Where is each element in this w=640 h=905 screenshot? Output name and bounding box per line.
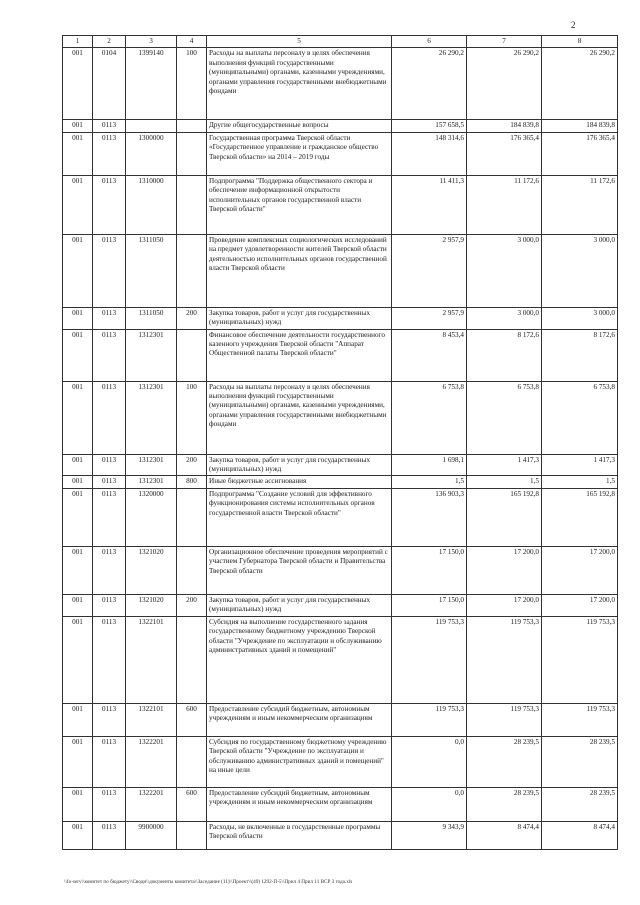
- table-cell: [177, 175, 207, 234]
- table-cell: 001: [63, 488, 93, 546]
- header-cell: 6: [392, 36, 467, 48]
- table-cell: 001: [63, 120, 93, 132]
- table-cell: 0,0: [392, 787, 467, 821]
- table-cell: 119 753,3: [392, 616, 467, 703]
- table-cell: 2 957,9: [392, 234, 467, 307]
- table-cell: 3 000,0: [467, 234, 542, 307]
- header-cell: 3: [126, 36, 177, 48]
- table-cell: 1300000: [126, 132, 177, 175]
- table-cell: 1312301: [126, 329, 177, 381]
- table-cell: 1 417,3: [467, 454, 542, 476]
- table-row: [63, 546, 618, 594]
- table-cell: 119 753,3: [392, 703, 467, 736]
- table-cell: 001: [63, 616, 93, 703]
- table-cell: 17 200,0: [542, 546, 618, 594]
- table-cell: 0113: [93, 307, 126, 329]
- table-cell: 0113: [93, 329, 126, 381]
- table-cell: 200: [177, 307, 207, 329]
- table-cell: 17 150,0: [392, 546, 467, 594]
- table-cell: [177, 120, 207, 132]
- table-cell: 600: [177, 703, 207, 736]
- table-cell: 8 172,6: [542, 329, 618, 381]
- table-cell: 0113: [93, 476, 126, 488]
- table-cell: Субсидия на выполнение государственного задания государственному бюджетному учреждению Тверской области "Учреждение по эксплуатации и обслуживанию административных зданий и помещений": [207, 616, 392, 703]
- table-cell: 001: [63, 307, 93, 329]
- table-cell: 148 314,6: [392, 132, 467, 175]
- table-row: [63, 454, 618, 476]
- table-cell: 001: [63, 736, 93, 787]
- table-cell: Предоставление субсидий бюджетным, автономным учреждениям и иным некоммерческим организациям: [207, 787, 392, 821]
- table-cell: 3 000,0: [467, 307, 542, 329]
- table-row: [63, 132, 618, 175]
- table-cell: 001: [63, 48, 93, 120]
- table-cell: 1322101: [126, 616, 177, 703]
- table-cell: [177, 736, 207, 787]
- table-cell: 0113: [93, 821, 126, 849]
- table-cell: 200: [177, 594, 207, 616]
- table-cell: 100: [177, 381, 207, 454]
- table-cell: 200: [177, 454, 207, 476]
- table-row: [63, 594, 618, 616]
- table-cell: 1322101: [126, 703, 177, 736]
- table-cell: 0,0: [392, 736, 467, 787]
- header-cell: 5: [207, 36, 392, 48]
- table-cell: 0113: [93, 736, 126, 787]
- table-cell: 1399140: [126, 48, 177, 120]
- header-cell: 2: [93, 36, 126, 48]
- table-cell: 119 753,3: [467, 703, 542, 736]
- table-cell: 3 000,0: [542, 307, 618, 329]
- table-cell: 0104: [93, 48, 126, 120]
- table-cell: 9900000: [126, 821, 177, 849]
- table-cell: 8 453,4: [392, 329, 467, 381]
- table-cell: 157 658,5: [392, 120, 467, 132]
- table-cell: 17 200,0: [467, 546, 542, 594]
- table-cell: 17 150,0: [392, 594, 467, 616]
- table-cell: 1,5: [467, 476, 542, 488]
- table-cell: 165 192,8: [467, 488, 542, 546]
- table-cell: Проведение комплексных социологических исследований на предмет удовлетворенности жителей Тверской области деятельностью исполнительных органов государственной власти Тверской области: [207, 234, 392, 307]
- table-cell: 0113: [93, 381, 126, 454]
- table-cell: 8 474,4: [467, 821, 542, 849]
- header-cell: 4: [177, 36, 207, 48]
- table-cell: 1322201: [126, 736, 177, 787]
- table-cell: 28 239,5: [467, 736, 542, 787]
- table-cell: [177, 132, 207, 175]
- table-cell: Подпрограмма "Поддержка общественного сектора и обеспечение информационной открытости исполнительных органов государственной власти Тверской области": [207, 175, 392, 234]
- table-cell: 1310000: [126, 175, 177, 234]
- table-cell: [126, 120, 177, 132]
- table-row: [63, 234, 618, 307]
- table-cell: 1312301: [126, 381, 177, 454]
- table-cell: 11 172,6: [467, 175, 542, 234]
- table-cell: 600: [177, 787, 207, 821]
- table-cell: 8 474,4: [542, 821, 618, 849]
- file-path-footer: \\fo-serv\\комитет по бюджету\\Сводн\\документы комитета\\Заседание (11)\\Проект\\(49) 1292-П-5\\Прил 4 Прил 11 ВСР 3 года.xls: [64, 879, 353, 885]
- table-cell: 26 290,2: [542, 48, 618, 120]
- table-cell: 001: [63, 175, 93, 234]
- table-cell: 1311050: [126, 307, 177, 329]
- table-cell: 28 239,5: [467, 787, 542, 821]
- budget-table: [62, 35, 618, 850]
- table-cell: 119 753,3: [542, 616, 618, 703]
- table-cell: 001: [63, 132, 93, 175]
- table-cell: 28 239,5: [542, 736, 618, 787]
- table-row: [63, 120, 618, 132]
- table-cell: 2 957,9: [392, 307, 467, 329]
- table-row: [63, 787, 618, 821]
- table-row: [63, 329, 618, 381]
- table-cell: 17 200,0: [542, 594, 618, 616]
- table-row: [63, 175, 618, 234]
- table-cell: 1321020: [126, 594, 177, 616]
- table-row: [63, 476, 618, 488]
- header-cell: 1: [63, 36, 93, 48]
- table-cell: 0113: [93, 488, 126, 546]
- table-cell: Государственная программа Тверской области «Государственное управление и гражданское общество Тверской области» на 2014 – 2019 годы: [207, 132, 392, 175]
- table-cell: 8 172,6: [467, 329, 542, 381]
- table-cell: 1,5: [542, 476, 618, 488]
- table-cell: [177, 821, 207, 849]
- table-cell: Расходы, не включенные в государственные программы Тверской области: [207, 821, 392, 849]
- table-cell: Расходы на выплаты персоналу в целях обеспечения выполнения функций государственными (муниципальными) органами, казенными учреждениями, органами управления государственными внебюджетными фондами: [207, 48, 392, 120]
- table-cell: 1322201: [126, 787, 177, 821]
- table-row: [63, 821, 618, 849]
- table-cell: 1 417,3: [542, 454, 618, 476]
- table-cell: 001: [63, 821, 93, 849]
- table-row: [63, 307, 618, 329]
- table-cell: 001: [63, 703, 93, 736]
- page-number: 2: [571, 20, 576, 30]
- table-cell: Расходы на выплаты персоналу в целях обеспечения выполнения функций государственными (муниципальными) органами, казенными учреждениями, органами управления государственными внебюджетными фондами: [207, 381, 392, 454]
- table-cell: 6 753,8: [392, 381, 467, 454]
- table-cell: 0113: [93, 616, 126, 703]
- table-cell: 1,5: [392, 476, 467, 488]
- table-cell: Иные бюджетные ассигнования: [207, 476, 392, 488]
- table-cell: 119 753,3: [542, 703, 618, 736]
- table-cell: Организационное обеспечение проведения мероприятий с участием Губернатора Тверской области и Правительства Тверской области: [207, 546, 392, 594]
- table-row: [63, 381, 618, 454]
- table-cell: 001: [63, 546, 93, 594]
- table-cell: 0113: [93, 546, 126, 594]
- table-cell: 001: [63, 476, 93, 488]
- table-cell: Закупка товаров, работ и услуг для государственных (муниципальных) нужд: [207, 454, 392, 476]
- table-cell: 1 698,1: [392, 454, 467, 476]
- table-cell: 0113: [93, 234, 126, 307]
- table-cell: 26 290,2: [467, 48, 542, 120]
- table-cell: 26 290,2: [392, 48, 467, 120]
- table-row: [63, 488, 618, 546]
- table-cell: Подпрограмма "Создание условий для эффективного функционирования системы исполнительных органов государственной власти Тверской области": [207, 488, 392, 546]
- table-header: [63, 36, 618, 48]
- table-cell: 0113: [93, 175, 126, 234]
- table-cell: Субсидия по государственному бюджетному учреждению Тверской области "Учреждение по эксплуатации и обслуживанию административных зданий и помещений" на иные цели: [207, 736, 392, 787]
- table-cell: 001: [63, 787, 93, 821]
- table-cell: Закупка товаров, работ и услуг для государственных (муниципальных) нужд: [207, 594, 392, 616]
- table-cell: 0113: [93, 787, 126, 821]
- table-cell: 1311050: [126, 234, 177, 307]
- table-cell: Предоставление субсидий бюджетным, автономным учреждениям и иным некоммерческим организациям: [207, 703, 392, 736]
- table-cell: [177, 329, 207, 381]
- table-cell: 11 172,6: [542, 175, 618, 234]
- table-cell: 0113: [93, 703, 126, 736]
- table-cell: 001: [63, 594, 93, 616]
- table-cell: 176 365,4: [467, 132, 542, 175]
- table-cell: 3 000,0: [542, 234, 618, 307]
- table-cell: 6 753,8: [542, 381, 618, 454]
- table-cell: 6 753,8: [467, 381, 542, 454]
- table-cell: 1312301: [126, 476, 177, 488]
- table-cell: 119 753,3: [467, 616, 542, 703]
- table-cell: 1312301: [126, 454, 177, 476]
- table-row: [63, 616, 618, 703]
- table-cell: 0113: [93, 454, 126, 476]
- table-cell: 165 192,8: [542, 488, 618, 546]
- header-cell: 8: [542, 36, 618, 48]
- table-cell: 176 365,4: [542, 132, 618, 175]
- table-cell: 800: [177, 476, 207, 488]
- table-cell: [177, 616, 207, 703]
- table-cell: 0113: [93, 132, 126, 175]
- table-row: [63, 703, 618, 736]
- table-cell: 1321020: [126, 546, 177, 594]
- table-cell: Другие общегосударственные вопросы: [207, 120, 392, 132]
- table-cell: 001: [63, 381, 93, 454]
- table-cell: [177, 546, 207, 594]
- table-cell: 001: [63, 454, 93, 476]
- table-row: [63, 48, 618, 120]
- table-cell: Закупка товаров, работ и услуг для государственных (муниципальных) нужд: [207, 307, 392, 329]
- header-cell: 7: [467, 36, 542, 48]
- table-cell: 184 839,8: [542, 120, 618, 132]
- table-cell: 184 839,8: [467, 120, 542, 132]
- table-cell: 9 343,9: [392, 821, 467, 849]
- table-cell: 1320000: [126, 488, 177, 546]
- table-cell: 0113: [93, 120, 126, 132]
- table-cell: 001: [63, 329, 93, 381]
- table-row: [63, 736, 618, 787]
- table-cell: 17 200,0: [467, 594, 542, 616]
- table-cell: 28 239,5: [542, 787, 618, 821]
- table-cell: 0113: [93, 594, 126, 616]
- table-body: [63, 48, 618, 849]
- table-cell: [177, 488, 207, 546]
- table-cell: 001: [63, 234, 93, 307]
- table-cell: 100: [177, 48, 207, 120]
- table-cell: Финансовое обеспечение деятельности государственного казенного учреждения Тверской области "Аппарат Общественной палаты Тверской области": [207, 329, 392, 381]
- table-cell: 136 903,3: [392, 488, 467, 546]
- table-cell: 11 411,3: [392, 175, 467, 234]
- table-cell: [177, 234, 207, 307]
